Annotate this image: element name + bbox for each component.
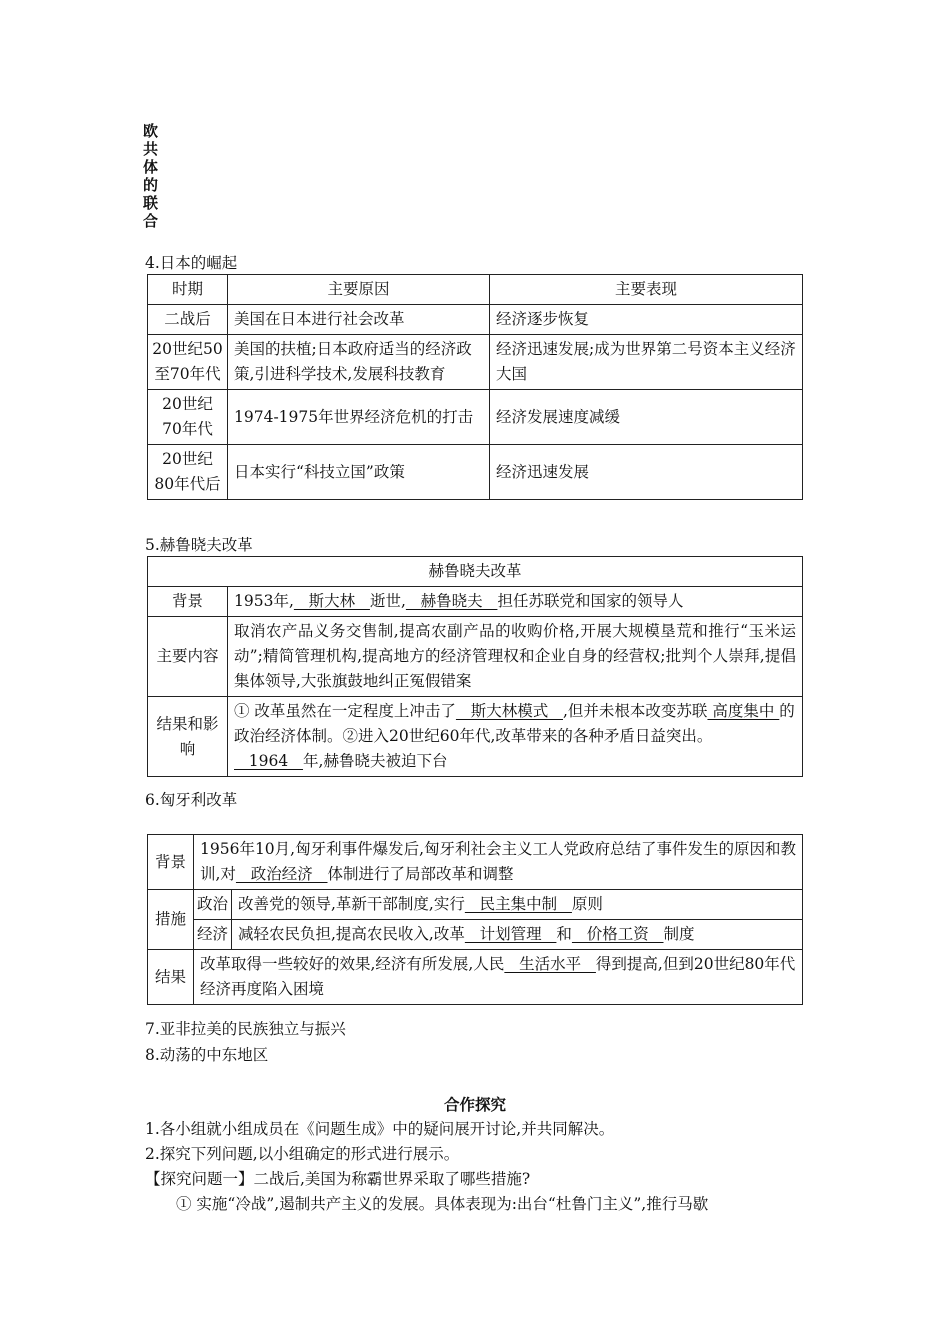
table-cell: 1974-1975年世界经济危机的打击 — [228, 390, 490, 445]
text: 减轻农民负担,提高农民收入,改革 — [238, 925, 465, 943]
table-cell: 20世纪80年代后 — [148, 445, 228, 500]
text: 改革取得一些较好的效果,经济有所发展,人民 — [200, 955, 505, 973]
background-cell — [228, 587, 803, 617]
japan-heading: 4.日本的崛起 — [145, 254, 238, 272]
table-cell: 经济迅速发展 — [490, 445, 803, 500]
blank-answer: 斯大林模式 — [455, 702, 563, 720]
hungary-table — [147, 834, 803, 1005]
blank-answer: 高度集中 — [707, 702, 780, 720]
blank-answer: 赫鲁晓夫 — [405, 592, 498, 610]
table-row — [148, 445, 803, 500]
blank-answer: 民主集中制 — [464, 895, 572, 913]
table-row — [148, 920, 803, 950]
table-title-row — [148, 557, 803, 587]
header-period: 时期 — [148, 275, 228, 305]
row-label-background: 背景 — [148, 587, 228, 617]
vertical-title-char: 共 — [143, 140, 159, 158]
table-cell: 美国的扶植;日本政府适当的经济政策,引进科学技术,发展科技教育 — [228, 335, 490, 390]
result-cell — [194, 950, 803, 1005]
vertical-title-char: 联 — [143, 194, 159, 212]
table-title: 赫鲁晓夫改革 — [148, 557, 803, 587]
blank-answer: 生活水平 — [504, 955, 596, 973]
table-cell: 二战后 — [148, 305, 228, 335]
text: ① 改革虽然在一定程度上冲击了 — [234, 702, 456, 720]
table-row — [148, 617, 803, 697]
table-row — [148, 890, 803, 920]
inquiry-question-1: 【探究问题一】二战后,美国为称霸世界采取了哪些措施? — [145, 1170, 531, 1188]
table-cell: 经济迅速发展;成为世界第二号资本主义经济大国 — [490, 335, 803, 390]
text: 得到提高,但到20世纪80年代经济再度陷入困境 — [200, 955, 796, 998]
hungary-heading: 6.匈牙利改革 — [145, 791, 238, 809]
text: 逝世, — [369, 592, 406, 610]
text: 制度 — [663, 925, 695, 943]
table-cell: 20世纪50至70年代 — [148, 335, 228, 390]
row-label-background: 背景 — [148, 835, 194, 890]
table-header-row — [148, 275, 803, 305]
row-label-content: 主要内容 — [148, 617, 228, 697]
economy-cell — [232, 920, 803, 950]
row-label-result: 结果和影响 — [148, 697, 228, 777]
text: 体制进行了局部改革和调整 — [327, 865, 514, 883]
blank-answer: 1964 — [234, 752, 304, 770]
header-cause: 主要原因 — [228, 275, 490, 305]
blank-answer: 计划管理 — [464, 925, 557, 943]
politics-cell — [232, 890, 803, 920]
text: 担任苏联党和国家的领导人 — [497, 592, 684, 610]
header-performance: 主要表现 — [490, 275, 803, 305]
table-cell: 美国在日本进行社会改革 — [228, 305, 490, 335]
row-label-politics: 政治 — [194, 890, 232, 920]
table-row — [148, 697, 803, 777]
table-cell: 20世纪70年代 — [148, 390, 228, 445]
content-cell: 取消农产品义务交售制,提高农副产品的收购价格,开展大规模垦荒和推行“玉米运动”;精简管理机构,提高地方的经济管理权和企业自身的经营权;批判个人崇拜,提倡集体领导,大张旗鼓地纠正冤假错案 — [228, 617, 803, 697]
vertical-title-char: 体 — [143, 158, 159, 176]
table-row — [148, 305, 803, 335]
table-row — [148, 950, 803, 1005]
inquiry-line-1: 1.各小组就小组成员在《问题生成》中的疑问展开讨论,并共同解决。 — [145, 1120, 615, 1138]
vertical-title-char: 合 — [143, 212, 159, 230]
table-cell: 经济逐步恢复 — [490, 305, 803, 335]
vertical-title-char: 的 — [143, 176, 159, 194]
inquiry-answer-1: ① 实施“冷战”,遏制共产主义的发展。具体表现为:出台“杜鲁门主义”,推行马歇 — [176, 1195, 709, 1213]
inquiry-line-2: 2.探究下列问题,以小组确定的形式进行展示。 — [145, 1145, 460, 1163]
text: 的政治经济体制。②进入20世纪60年代,改革带来的各种矛盾日益突出。 — [234, 702, 795, 745]
table-cell: 日本实行“科技立国”政策 — [228, 445, 490, 500]
table-row — [148, 335, 803, 390]
vertical-title-char: 欧 — [143, 122, 159, 140]
vertical-section-title — [143, 122, 163, 230]
text: 和 — [556, 925, 572, 943]
table-row — [148, 390, 803, 445]
khrushchev-table — [147, 556, 803, 777]
table-cell: 经济发展速度减缓 — [490, 390, 803, 445]
khrushchev-heading: 5.赫鲁晓夫改革 — [145, 536, 253, 554]
text: ,但并未根本改变苏联 — [563, 702, 708, 720]
table-row — [148, 835, 803, 890]
text: 1956年10月,匈牙利事件爆发后,匈牙利社会主义工人党政府总结了事件发生的原因和教训,对 — [200, 840, 797, 883]
table-row — [148, 587, 803, 617]
japan-table — [147, 274, 803, 500]
row-label-economy: 经济 — [194, 920, 232, 950]
blank-answer: 政治经济 — [235, 865, 328, 883]
text: 原则 — [571, 895, 603, 913]
background-cell — [194, 835, 803, 890]
item-7: 7.亚非拉美的民族独立与振兴 — [145, 1020, 346, 1038]
text: 改善党的领导,革新干部制度,实行 — [238, 895, 465, 913]
text: 年,赫鲁晓夫被迫下台 — [303, 752, 448, 770]
blank-answer: 价格工资 — [571, 925, 664, 943]
section-title: 合作探究 — [443, 1095, 506, 1114]
item-8: 8.动荡的中东地区 — [145, 1046, 269, 1064]
text: 1953年, — [234, 592, 294, 610]
row-label-measures: 措施 — [148, 890, 194, 950]
blank-answer: 斯大林 — [293, 592, 370, 610]
row-label-result: 结果 — [148, 950, 194, 1005]
result-cell — [228, 697, 803, 777]
